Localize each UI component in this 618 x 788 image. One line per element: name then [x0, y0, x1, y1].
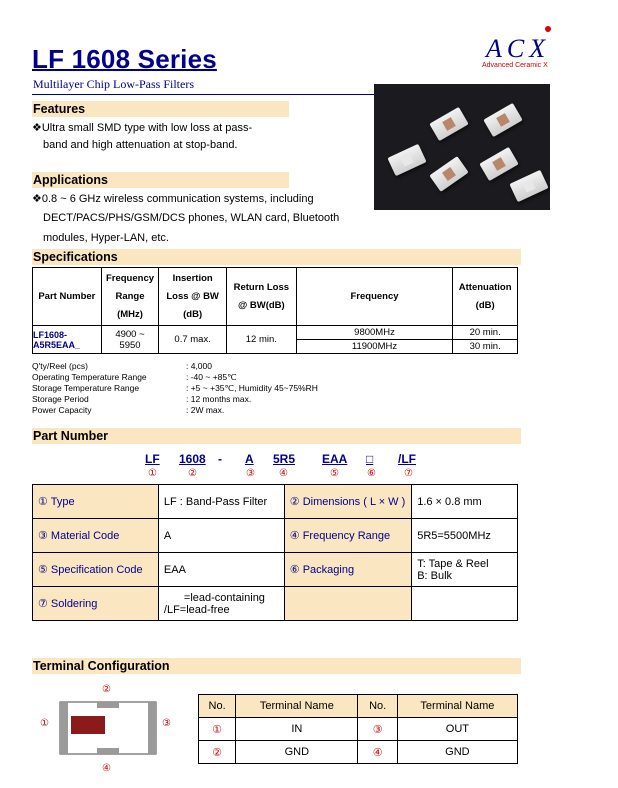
applications-line-3: modules, Hyper-LAN, etc.: [43, 232, 169, 244]
terminal-no: ④: [358, 741, 397, 764]
property-label: Storage Period: [32, 394, 89, 404]
terminal-name: GND: [397, 741, 517, 764]
marker-1: ①: [148, 468, 157, 479]
cell-attenuation-2: 30 min.: [453, 340, 518, 354]
cell-insertion-loss: 0.7 max.: [159, 326, 227, 354]
label-frequency: ④ Frequency Range: [284, 519, 411, 553]
code-frequency: 5R5: [273, 452, 296, 466]
specifications-heading: Specifications: [32, 249, 521, 265]
empty-cell: [412, 587, 518, 621]
terminal-table: [198, 694, 518, 764]
chip-image: [429, 156, 468, 192]
label-dimensions: ② Dimensions ( L × W ): [284, 485, 411, 519]
terminal-header-no: No.: [199, 695, 236, 718]
marker-7: ⑦: [404, 468, 413, 479]
cell-frequency-1: 9800MHz: [296, 326, 453, 340]
chip-image: [479, 147, 518, 181]
terminal-label-3: ③: [162, 718, 171, 729]
label-packaging: ⑥ Packaging: [284, 553, 411, 587]
logo-subtext: Advanced Ceramic X: [482, 62, 548, 69]
terminal-1: [60, 702, 68, 754]
logo-text: ACX: [486, 34, 551, 63]
terminal-header-no: No.: [358, 695, 397, 718]
marker-3: ③: [246, 468, 255, 479]
code-packaging: □: [366, 452, 374, 466]
terminal-name: OUT: [397, 718, 517, 741]
value-material: A: [158, 519, 284, 553]
cell-freq-range: 4900 ~ 5950: [101, 326, 159, 354]
header-frequency: Frequency: [296, 268, 453, 326]
property-value: : 12 months max.: [186, 394, 252, 404]
property-value: : +5 ~ +35℃, Humidity 45~75%RH: [186, 383, 318, 393]
title-rule: [32, 94, 412, 95]
value-specification: EAA: [158, 553, 284, 587]
applications-line-2: DECT/PACS/PHS/GSM/DCS phones, WLAN card, Bluetooth: [43, 212, 340, 224]
specifications-table: [32, 267, 518, 354]
header-part-number: Part Number: [33, 268, 102, 326]
marker-2: ②: [188, 468, 197, 479]
page-title: LF 1608 Series: [32, 44, 217, 74]
terminal-2: [97, 702, 119, 708]
label-material: ③ Material Code: [33, 519, 159, 553]
terminal-label-1: ①: [40, 718, 49, 729]
property-label: Power Capacity: [32, 405, 92, 415]
terminal-no: ②: [199, 741, 236, 764]
value-soldering: =lead-containing /LF=lead-free: [158, 587, 284, 621]
acx-logo: [480, 26, 570, 74]
label-soldering: ⑦ Soldering: [33, 587, 159, 621]
marker-6: ⑥: [367, 468, 376, 479]
chip-image: [509, 170, 548, 202]
terminal-label-4: ④: [102, 763, 111, 774]
value-frequency: 5R5=5500MHz: [412, 519, 518, 553]
terminal-header-name: Terminal Name: [236, 695, 358, 718]
property-value: : -40 ~ +85℃: [186, 372, 237, 382]
cell-frequency-2: 11900MHz: [296, 340, 453, 354]
terminal-name: IN: [236, 718, 358, 741]
empty-cell: [284, 587, 411, 621]
terminal-label-2: ②: [102, 684, 111, 695]
part-number-heading: Part Number: [32, 428, 521, 444]
value-type: LF : Band-Pass Filter: [158, 485, 284, 519]
label-specification: ⑤ Specification Code: [33, 553, 159, 587]
terminal-no: ①: [199, 718, 236, 741]
property-value: : 2W max.: [186, 405, 225, 415]
terminal-3: [148, 702, 156, 754]
features-line-1: ❖Ultra small SMD type with low loss at pass-: [32, 122, 253, 134]
filter-element: [71, 716, 105, 734]
header-freq-range: Frequency Range (MHz): [101, 268, 159, 326]
marker-4: ④: [279, 468, 288, 479]
terminal-no: ③: [358, 718, 397, 741]
chip-image: [387, 144, 426, 176]
cell-attenuation-1: 20 min.: [453, 326, 518, 340]
terminal-header-name: Terminal Name: [397, 695, 517, 718]
cell-return-loss: 12 min.: [226, 326, 296, 354]
value-dimensions: 1.6 × 0.8 mm: [412, 485, 518, 519]
code-specification: EAA: [322, 452, 348, 466]
value-packaging: T: Tape & Reel B: Bulk: [412, 553, 518, 587]
features-line-2: band and high attenuation at stop-band.: [43, 139, 238, 151]
code-type: LF: [145, 452, 160, 466]
marker-5: ⑤: [330, 468, 339, 479]
property-value: : 4,000: [186, 361, 212, 371]
applications-heading: Applications: [32, 172, 289, 188]
label-type: ① Type: [33, 485, 159, 519]
terminal-heading: Terminal Configuration: [32, 658, 521, 674]
applications-line-1: ❖0.8 ~ 6 GHz wireless communication systems, including: [32, 193, 314, 205]
cell-part-number: LF1608- A5R5EAA_: [33, 326, 102, 354]
header-return-loss: Return Loss @ BW(dB): [226, 268, 296, 326]
code-dimensions: 1608: [179, 452, 206, 466]
code-soldering: /LF: [398, 452, 416, 466]
header-insertion-loss: Insertion Loss @ BW (dB): [159, 268, 227, 326]
property-label: Q'ty/Reel (pcs): [32, 361, 88, 371]
part-number-table: [32, 484, 518, 621]
features-heading: Features: [32, 101, 289, 117]
header-attenuation: Attenuation (dB): [453, 268, 518, 326]
page-subtitle: Multilayer Chip Low-Pass Filters: [33, 77, 194, 91]
terminal-name: GND: [236, 741, 358, 764]
product-photo: [374, 84, 550, 210]
code-material: A: [245, 452, 254, 466]
chip-image: [429, 107, 468, 141]
property-label: Operating Temperature Range: [32, 372, 147, 382]
terminal-4: [97, 748, 119, 754]
chip-image: [483, 103, 522, 137]
logo-dot-icon: [545, 26, 551, 32]
property-label: Storage Temperature Range: [32, 383, 140, 393]
code-dash: -: [218, 452, 222, 466]
